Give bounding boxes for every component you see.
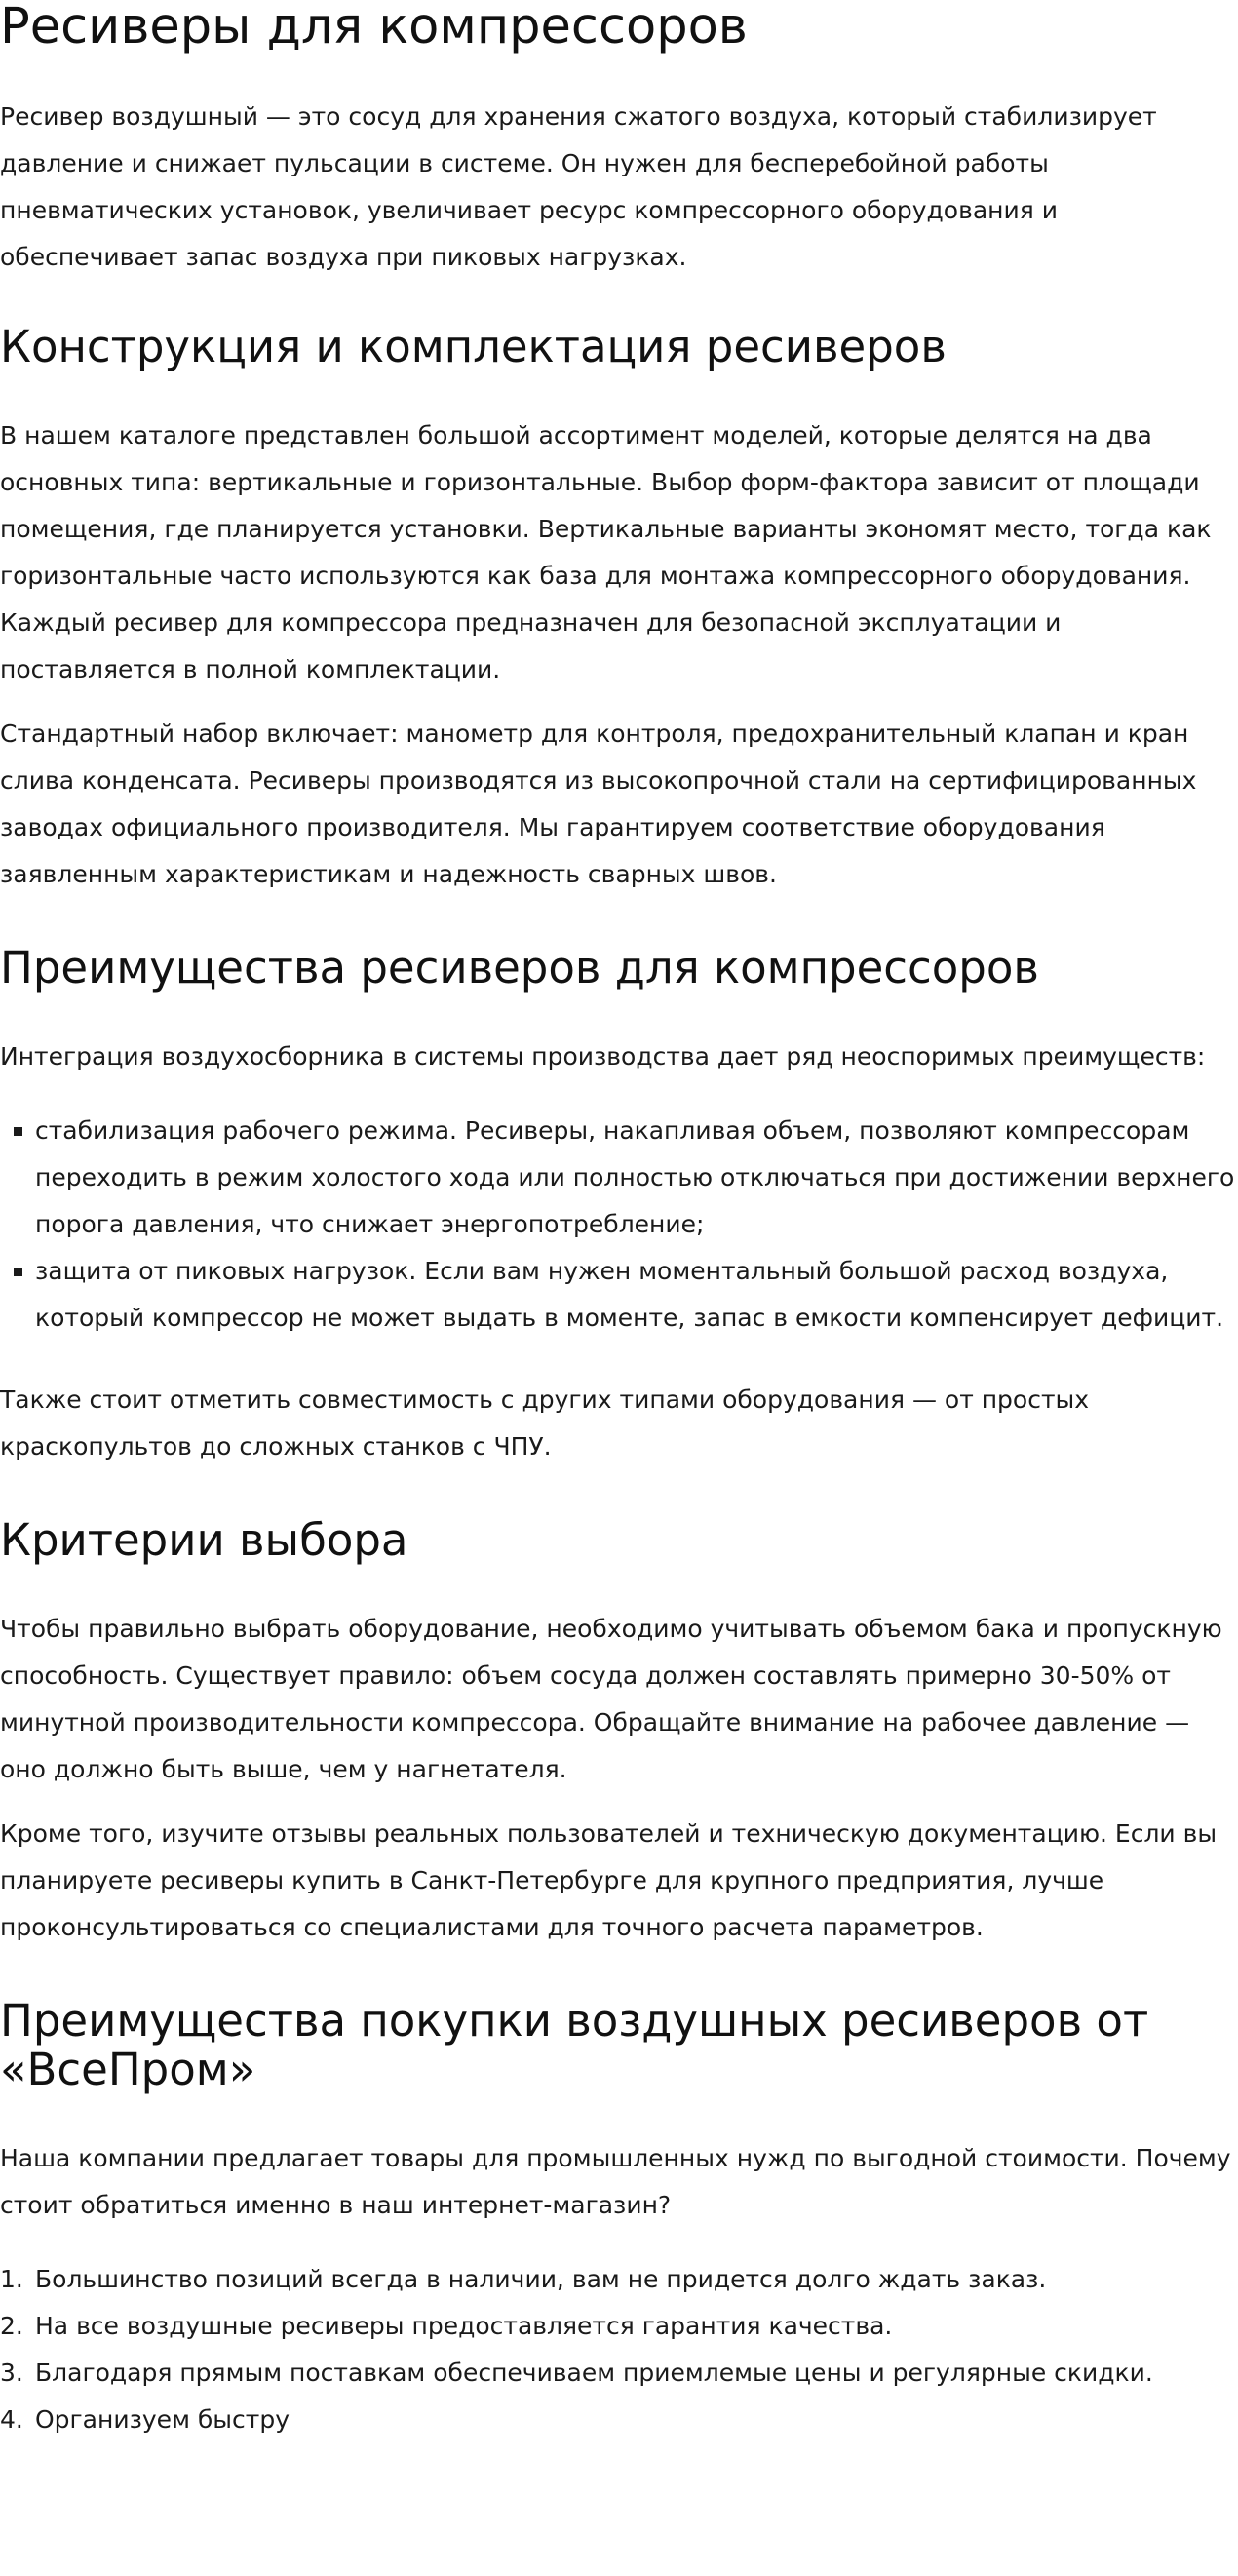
section-heading-advantages: Преимущества ресиверов для компрессоров	[0, 942, 1039, 994]
advantages-lead: Интеграция воздухосборника в системы производства дает ряд неоспоримых преимуществ:	[0, 1042, 1206, 1071]
page-title: Ресиверы для компрессоров	[0, 0, 748, 56]
intro-paragraph: Ресивер воздушный — это сосуд для хранения сжатого воздуха, который стабилизирует давление и снижает пульсации в системе. Он нужен для бесперебойной работы пневматических установок, увеличивает ресурс компрессорного оборудования и обеспечивает запас воздуха при пиковых нагрузках.	[0, 102, 1157, 271]
section-heading-criteria: Критерии выбора	[0, 1514, 408, 1566]
list-item	[35, 1108, 1238, 1248]
list-item	[35, 1248, 1238, 1342]
criteria-paragraph-2: Кроме того, изучите отзывы реальных пользователей и техническую документацию. Если вы планируете ресиверы купить в Санкт-Петербурге для крупного предприятия, лучше проконсультироваться со специалистами для точного расчета параметров.	[0, 1819, 1218, 1941]
list-item-number: 3.	[0, 2359, 23, 2387]
list-item-text: Организуем быстру	[35, 2405, 290, 2434]
list-item	[0, 2256, 1238, 2303]
list-item-text: На все воздушные ресиверы предоставляется гарантия качества.	[35, 2312, 893, 2340]
list-item-text: стабилизация рабочего режима. Ресиверы, накапливая объем, позволяют компрессорам переходить в режим холостого хода или полностью отключаться при достижении верхнего порога давления, что снижает энергопотребление;	[35, 1116, 1235, 1238]
square-bullet-icon	[14, 1268, 22, 1276]
purchase-list	[0, 2256, 1238, 2443]
square-bullet-icon	[14, 1127, 22, 1136]
list-item-number: 4.	[0, 2405, 23, 2434]
advantages-outro: Также стоит отметить совместимость с других типами оборудования — от простых краскопультов до сложных станков с ЧПУ.	[0, 1386, 1090, 1461]
list-item-number: 2.	[0, 2312, 23, 2340]
advantages-list	[0, 1108, 1238, 1342]
list-item	[0, 2397, 1238, 2443]
section-heading-construction: Конструкция и комплектация ресиверов	[0, 321, 947, 372]
criteria-paragraph-1: Чтобы правильно выбрать оборудование, необходимо учитывать объемом бака и пропускную способность. Существует правило: объем сосуда должен составлять примерно 30-50% от минутной производительности компрессора. Обращайте внимание на рабочее давление — оно должно быть выше, чем у нагнетателя.	[0, 1615, 1222, 1783]
list-item-text: Большинство позиций всегда в наличии, вам не придется долго ждать заказ.	[35, 2265, 1047, 2293]
list-item	[0, 2350, 1238, 2397]
construction-paragraph-1: В нашем каталоге представлен большой ассортимент моделей, которые делятся на два основных типа: вертикальные и горизонтальные. Выбор форм-фактора зависит от площади помещения, где планируется установки. Вертикальные варианты экономят место, тогда как горизонтальные часто используются как база для монтажа компрессорного оборудования. Каждый ресивер для компрессора предназначен для безопасной эксплуатации и поставляется в полной комплектации.	[0, 421, 1212, 683]
section-heading-purchase: Преимущества покупки воздушных ресиверов от «ВсеПром»	[0, 1995, 1149, 2095]
list-item-number: 1.	[0, 2265, 23, 2293]
list-item	[0, 2303, 1238, 2350]
purchase-lead: Наша компании предлагает товары для промышленных нужд по выгодной стоимости. Почему стоит обратиться именно в наш интернет-магазин?	[0, 2144, 1231, 2219]
list-item-text: защита от пиковых нагрузок. Если вам нужен моментальный большой расход воздуха, который компрессор не может выдать в моменте, запас в емкости компенсирует дефицит.	[35, 1257, 1224, 1332]
construction-paragraph-2: Стандартный набор включает: манометр для контроля, предохранительный клапан и кран слива конденсата. Ресиверы производятся из высокопрочной стали на сертифицированных заводах официального производителя. Мы гарантируем соответствие оборудования заявленным характеристикам и надежность сварных швов.	[0, 720, 1197, 888]
list-item-text: Благодаря прямым поставкам обеспечиваем приемлемые цены и регулярные скидки.	[35, 2359, 1153, 2387]
